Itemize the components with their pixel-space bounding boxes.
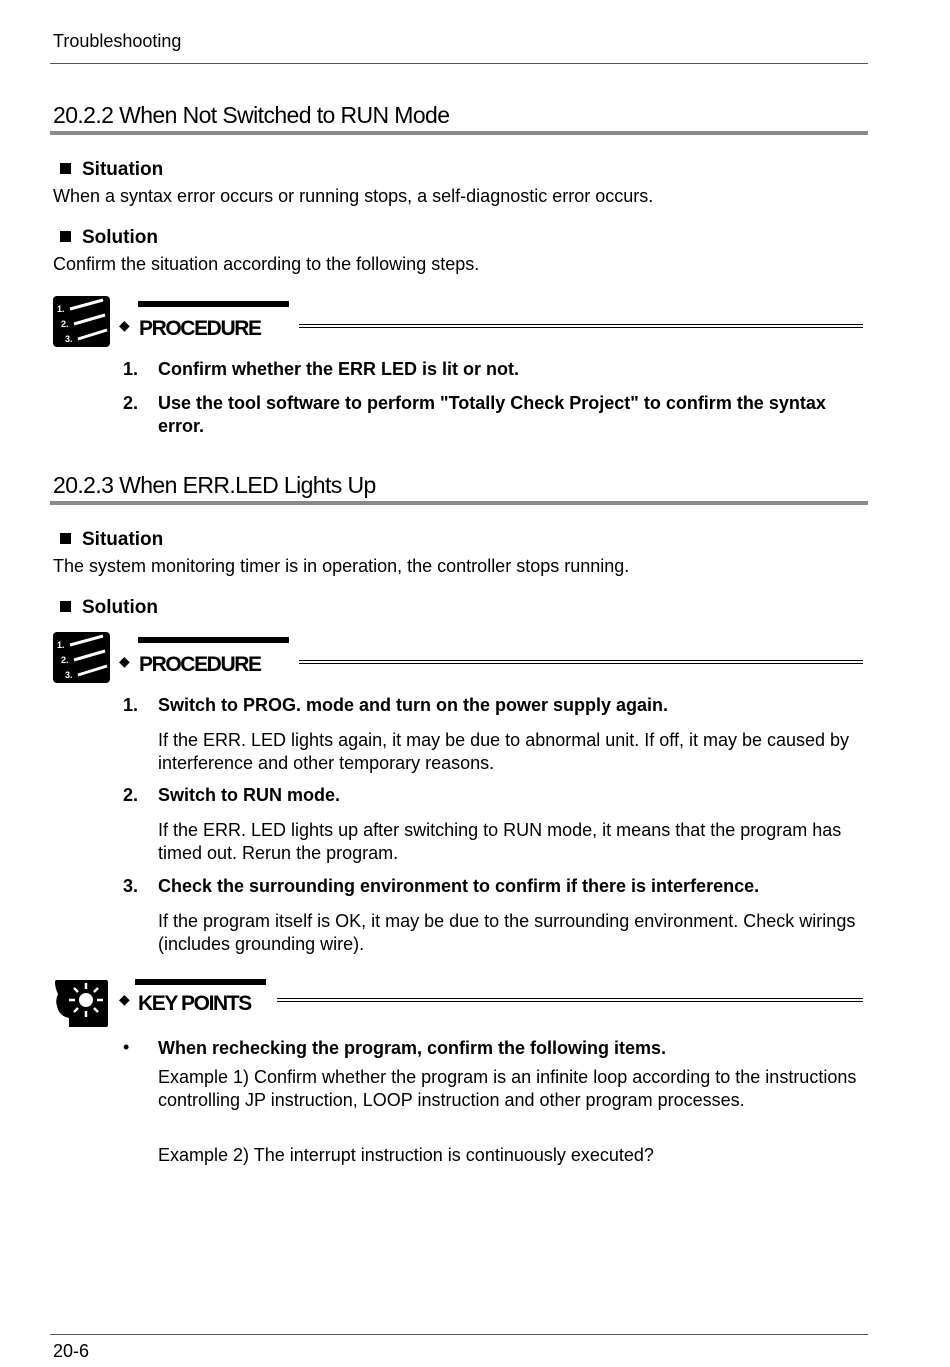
procedure-step: Use the tool software to perform "Totally Check Project" to confirm the syntax error. <box>158 393 826 436</box>
banner-bar <box>138 301 289 307</box>
svg-text:2.: 2. <box>61 655 69 665</box>
solution-text: Confirm the situation according to the following steps. <box>53 254 480 274</box>
section-title-20-2-2: 20.2.2 When Not Switched to RUN Mode <box>53 102 450 128</box>
key-point-item: When rechecking the program, confirm the following items. <box>158 1038 667 1058</box>
procedure-step: Switch to RUN mode. <box>158 785 341 805</box>
situation-text: The system monitoring timer is in operation, the controller stops running. <box>53 556 630 576</box>
procedure-steps-icon <box>53 632 110 683</box>
step-number: 2. <box>123 785 139 805</box>
square-bullet-icon <box>60 533 71 544</box>
diamond-icon: ◆ <box>119 991 130 1007</box>
svg-text:3.: 3. <box>65 670 73 680</box>
banner-bar <box>138 637 289 643</box>
procedure-step: Confirm whether the ERR LED is lit or not. <box>158 359 520 379</box>
key-points-label: KEY POINTS <box>138 992 251 1015</box>
step-detail: If the ERR. LED lights up after switching to RUN mode, it means that the program has timed out. Rerun the program. <box>158 820 842 863</box>
section-rule <box>50 131 868 135</box>
square-bullet-icon <box>60 163 71 174</box>
key-point-example: Example 1) Confirm whether the program is an infinite loop according to the instructions controlling JP instruction, LOOP instruction and other program processes. <box>158 1067 857 1110</box>
square-bullet-icon <box>60 601 71 612</box>
procedure-label: PROCEDURE <box>139 317 261 340</box>
diamond-icon: ◆ <box>119 653 130 669</box>
section-rule <box>50 501 868 505</box>
bullet-icon: • <box>123 1037 130 1057</box>
procedure-step: Switch to PROG. mode and turn on the power supply again. <box>158 695 669 715</box>
section-title-20-2-3: 20.2.3 When ERR.LED Lights Up <box>53 472 376 498</box>
step-number: 1. <box>123 695 139 715</box>
procedure-steps-icon <box>53 296 110 347</box>
banner-double-rule <box>299 660 863 664</box>
svg-text:2.: 2. <box>61 319 69 329</box>
step-number: 1. <box>123 359 139 379</box>
solution-heading: Solution <box>60 597 158 619</box>
square-bullet-icon <box>60 231 71 242</box>
footer-rule <box>50 1334 868 1335</box>
banner-bar <box>135 979 266 985</box>
svg-text:1.: 1. <box>57 640 65 650</box>
step-detail: If the program itself is OK, it may be due to the surrounding environment. Check wirings (includes grounding wire). <box>158 911 856 954</box>
diamond-icon: ◆ <box>119 317 130 333</box>
key-point-example: Example 2) The interrupt instruction is continuously executed? <box>158 1145 654 1165</box>
page-number: 20-6 <box>53 1341 90 1361</box>
situation-text: When a syntax error occurs or running stops, a self-diagnostic error occurs. <box>53 186 654 206</box>
situation-heading: Situation <box>60 529 163 551</box>
solution-heading: Solution <box>60 227 158 249</box>
situation-heading: Situation <box>60 159 163 181</box>
step-number: 3. <box>123 876 139 896</box>
procedure-label: PROCEDURE <box>139 653 261 676</box>
step-number: 2. <box>123 393 139 413</box>
svg-text:1.: 1. <box>57 304 65 314</box>
banner-double-rule <box>299 324 863 328</box>
running-header: Troubleshooting <box>53 31 182 51</box>
header-rule <box>50 63 868 64</box>
svg-text:3.: 3. <box>65 334 73 344</box>
lightbulb-head-icon <box>53 978 110 1029</box>
banner-double-rule <box>277 998 863 1002</box>
step-detail: If the ERR. LED lights again, it may be due to abnormal unit. If off, it may be caused by interference and other temporary reasons. <box>158 730 850 773</box>
procedure-step: Check the surrounding environment to confirm if there is interference. <box>158 876 760 896</box>
